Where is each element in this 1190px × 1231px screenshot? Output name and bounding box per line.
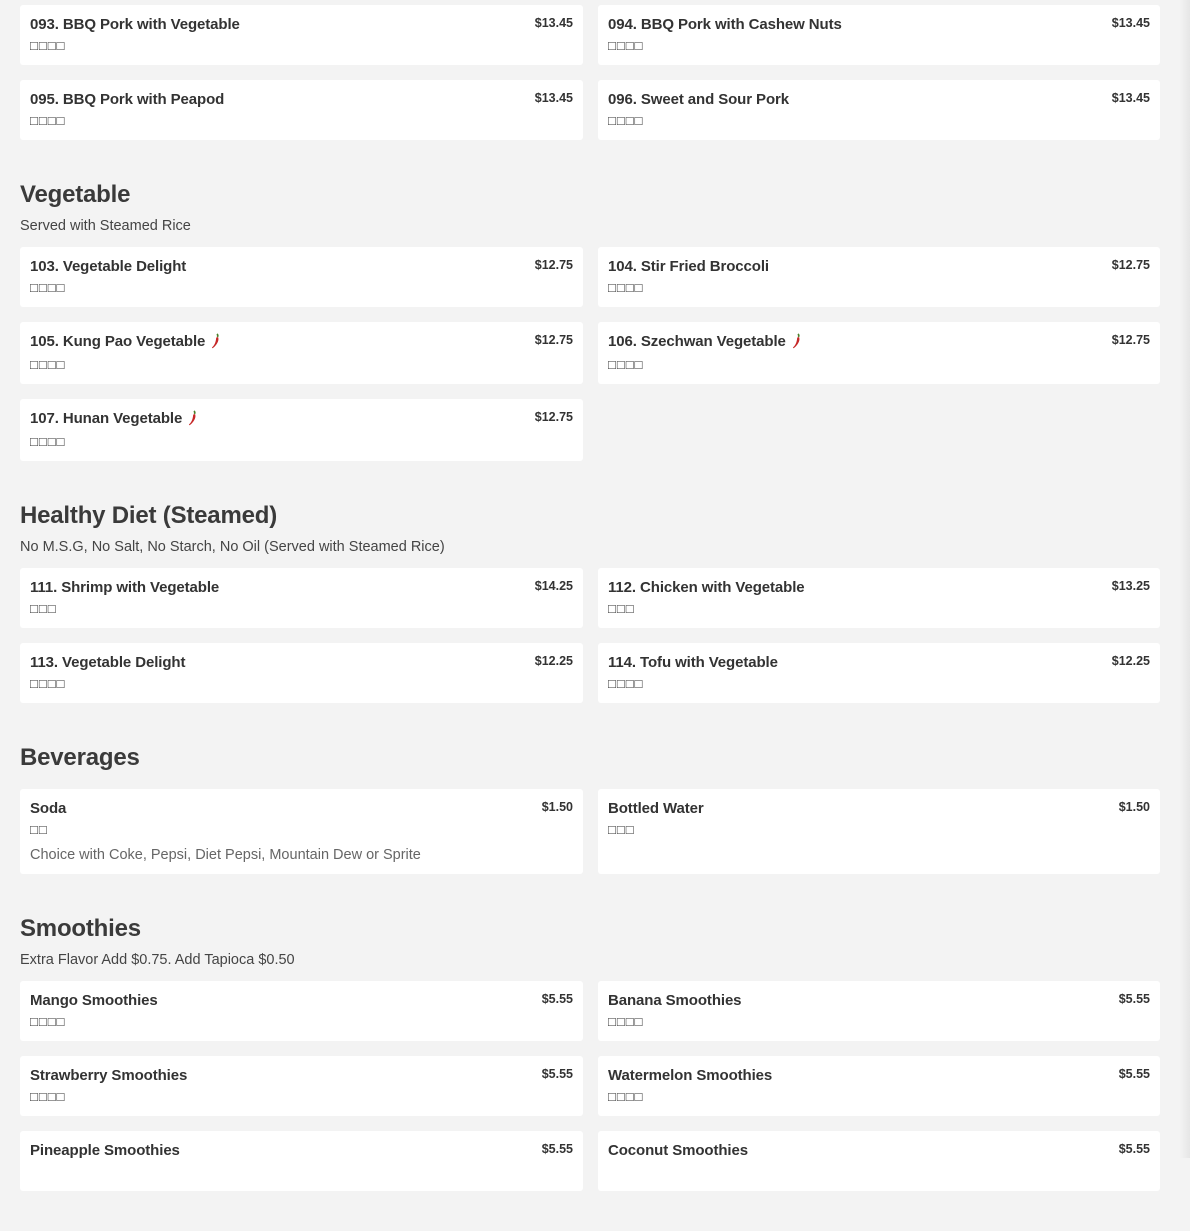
menu-item-title — [30, 15, 240, 35]
menu-item-header — [30, 332, 573, 354]
menu-item-title — [608, 1141, 748, 1161]
menu-item-title — [30, 653, 185, 673]
menu-item-title — [30, 257, 186, 277]
menu-item-card[interactable] — [598, 1056, 1160, 1116]
menu-item-title — [30, 578, 219, 598]
chili-pepper-icon — [211, 333, 221, 354]
menu-item-name: 103. Vegetable Delight — [30, 258, 187, 275]
menu-item-name: 096. Sweet and Sour Pork — [608, 91, 789, 108]
menu-item-name: 106. Szechwan Vegetable — [608, 333, 786, 350]
menu-item-card[interactable] — [598, 1131, 1160, 1191]
menu-item-price: $13.45 — [1111, 91, 1150, 105]
menu-item-header — [30, 653, 573, 673]
menu-item-title — [30, 409, 198, 431]
menu-item-header — [30, 90, 573, 110]
menu-item-header — [30, 578, 573, 598]
menu-item-name: Bottled Water — [608, 800, 704, 817]
chili-pepper-icon — [792, 333, 802, 354]
menu-item-title — [30, 1141, 180, 1161]
menu-item-card[interactable] — [20, 80, 583, 140]
menu-item-header — [30, 799, 573, 819]
menu-item-name: 114. Tofu with Vegetable — [608, 654, 778, 671]
menu-item-card[interactable] — [20, 568, 583, 628]
menu-item-card[interactable] — [598, 643, 1160, 703]
menu-item-header — [30, 409, 573, 431]
menu-item-name: Mango Smoothies — [30, 992, 158, 1009]
menu-item-chinese-name: □□□□ — [30, 434, 66, 449]
menu-item-card[interactable] — [598, 568, 1160, 628]
menu-item-chinese-name: □□□□ — [608, 1014, 644, 1029]
menu-section — [20, 180, 1160, 461]
menu-item-header — [30, 15, 573, 35]
menu-item-grid — [20, 5, 1160, 140]
menu-item-card[interactable] — [598, 789, 1160, 874]
menu-item-chinese-name: □□□□ — [608, 1089, 644, 1104]
menu-item-price: $12.75 — [1111, 333, 1150, 347]
menu-item-name: 113. Vegetable Delight — [30, 654, 186, 671]
menu-item-name: 105. Kung Pao Vegetable — [30, 333, 206, 350]
menu-item-card[interactable] — [20, 247, 583, 307]
menu-item-price: $12.25 — [1111, 654, 1150, 668]
menu-section — [20, 5, 1160, 140]
menu-item-price: $12.75 — [534, 258, 573, 272]
menu-item-card[interactable] — [20, 981, 583, 1041]
menu-item-card[interactable] — [598, 80, 1160, 140]
menu-item-price: $5.55 — [1118, 1067, 1150, 1081]
menu-item-header — [608, 257, 1150, 277]
menu-item-chinese-name: □□□□ — [30, 38, 66, 53]
menu-item-name: Soda — [30, 800, 67, 817]
menu-item-name: 094. BBQ Pork with Cashew Nuts — [608, 16, 842, 33]
menu-item-header — [608, 1066, 1150, 1086]
menu-item-price: $14.25 — [534, 579, 573, 593]
menu-item-price: $5.55 — [1118, 992, 1150, 1006]
menu-item-header — [30, 257, 573, 277]
menu-item-header — [608, 15, 1150, 35]
menu-item-chinese-name: □□□□ — [30, 113, 66, 128]
menu-item-chinese-name: □□□□ — [608, 280, 644, 295]
menu-item-name: Pineapple Smoothies — [30, 1142, 180, 1159]
menu-item-grid — [20, 568, 1160, 703]
menu-item-chinese-name: □□□□ — [30, 357, 66, 372]
menu-item-name: 111. Shrimp with Vegetable — [30, 579, 220, 596]
menu-item-chinese-name: □□□□ — [608, 38, 644, 53]
section-title: Vegetable — [20, 181, 131, 208]
menu-item-chinese-name: □□□□ — [608, 113, 644, 128]
menu-item-price: $13.45 — [1111, 16, 1150, 30]
menu-item-price: $1.50 — [541, 800, 573, 814]
menu-item-price: $5.55 — [541, 1142, 573, 1156]
section-title: Beverages — [20, 744, 140, 771]
menu-item-price: $12.75 — [1111, 258, 1150, 272]
menu-section — [20, 501, 1160, 703]
menu-item-price: $13.45 — [534, 16, 573, 30]
menu-item-title — [608, 257, 769, 277]
menu-item-title — [608, 991, 741, 1011]
menu-item-chinese-name: □□□□ — [608, 676, 644, 691]
menu-item-price: $12.75 — [534, 410, 573, 424]
menu-item-title — [608, 653, 778, 673]
menu-item-price: $5.55 — [541, 1067, 573, 1081]
menu-item-chinese-name: □□□□ — [30, 1014, 66, 1029]
menu-item-header — [608, 90, 1150, 110]
section-title: Healthy Diet (Steamed) — [20, 502, 277, 529]
menu-item-card[interactable] — [598, 322, 1160, 384]
section-subtitle: Extra Flavor Add $0.75. Add Tapioca $0.50 — [20, 952, 295, 968]
menu-item-header — [30, 1141, 573, 1161]
menu-item-header — [608, 991, 1150, 1011]
menu-item-title — [30, 90, 224, 110]
menu-item-price: $12.75 — [534, 333, 573, 347]
chili-pepper-icon — [188, 410, 198, 431]
menu-item-card[interactable] — [20, 322, 583, 384]
menu-item-chinese-name: □□ — [30, 822, 48, 837]
menu-list — [20, 0, 1160, 1231]
menu-item-card[interactable] — [20, 643, 583, 703]
menu-item-chinese-name: □□□ — [30, 601, 57, 616]
menu-item-title — [30, 991, 158, 1011]
menu-item-name: 095. BBQ Pork with Peapod — [30, 91, 225, 108]
menu-item-name: Coconut Smoothies — [608, 1142, 748, 1159]
menu-item-name: Watermelon Smoothies — [608, 1067, 773, 1084]
menu-item-price: $13.45 — [534, 91, 573, 105]
menu-item-price: $5.55 — [1118, 1142, 1150, 1156]
menu-item-name: 107. Hunan Vegetable — [30, 410, 183, 427]
menu-item-title — [608, 799, 704, 819]
menu-item-header — [608, 1141, 1150, 1161]
menu-item-header — [608, 653, 1150, 673]
menu-section — [20, 914, 1160, 1191]
menu-item-title — [608, 1066, 772, 1086]
menu-item-title — [30, 332, 221, 354]
menu-item-name: 093. BBQ Pork with Vegetable — [30, 16, 240, 33]
menu-item-card[interactable] — [598, 981, 1160, 1041]
menu-item-title — [30, 1066, 187, 1086]
menu-item-card[interactable] — [598, 247, 1160, 307]
menu-item-description: Choice with Coke, Pepsi, Diet Pepsi, Mountain Dew or Sprite — [30, 847, 421, 863]
menu-section — [20, 743, 1160, 874]
menu-item-header — [608, 332, 1150, 354]
menu-item-card[interactable] — [20, 789, 583, 874]
menu-item-title — [608, 15, 842, 35]
menu-item-card[interactable] — [20, 1056, 583, 1116]
menu-item-header — [30, 1066, 573, 1086]
menu-item-grid — [20, 247, 1160, 461]
menu-item-header — [608, 799, 1150, 819]
menu-item-chinese-name: □□□□ — [30, 1089, 66, 1104]
menu-item-title — [608, 90, 789, 110]
menu-item-card[interactable] — [20, 5, 583, 65]
menu-item-name: Strawberry Smoothies — [30, 1067, 188, 1084]
section-subtitle: No M.S.G, No Salt, No Starch, No Oil (Served with Steamed Rice) — [20, 539, 445, 555]
menu-item-chinese-name: □□□ — [608, 601, 635, 616]
menu-item-title — [608, 578, 805, 598]
menu-item-header — [30, 991, 573, 1011]
menu-item-price: $5.55 — [541, 992, 573, 1006]
menu-item-title — [608, 332, 802, 354]
menu-item-header — [608, 578, 1150, 598]
menu-item-card[interactable] — [20, 1131, 583, 1191]
menu-item-price: $1.50 — [1118, 800, 1150, 814]
menu-item-chinese-name: □□□ — [608, 822, 635, 837]
menu-item-grid — [20, 981, 1160, 1191]
menu-item-chinese-name: □□□□ — [30, 280, 66, 295]
menu-item-name: 104. Stir Fried Broccoli — [608, 258, 769, 275]
menu-item-chinese-name: □□□□ — [608, 357, 644, 372]
scrollbar-track[interactable] — [1180, 0, 1190, 1158]
menu-item-grid — [20, 789, 1160, 874]
menu-item-price: $12.25 — [534, 654, 573, 668]
menu-item-name: Banana Smoothies — [608, 992, 742, 1009]
menu-item-card[interactable] — [598, 5, 1160, 65]
menu-item-name: 112. Chicken with Vegetable — [608, 579, 805, 596]
section-title: Smoothies — [20, 915, 141, 942]
menu-item-title — [30, 799, 66, 819]
menu-item-card[interactable] — [20, 399, 583, 461]
section-subtitle: Served with Steamed Rice — [20, 218, 191, 234]
menu-item-price: $13.25 — [1111, 579, 1150, 593]
menu-item-chinese-name: □□□□ — [30, 676, 66, 691]
